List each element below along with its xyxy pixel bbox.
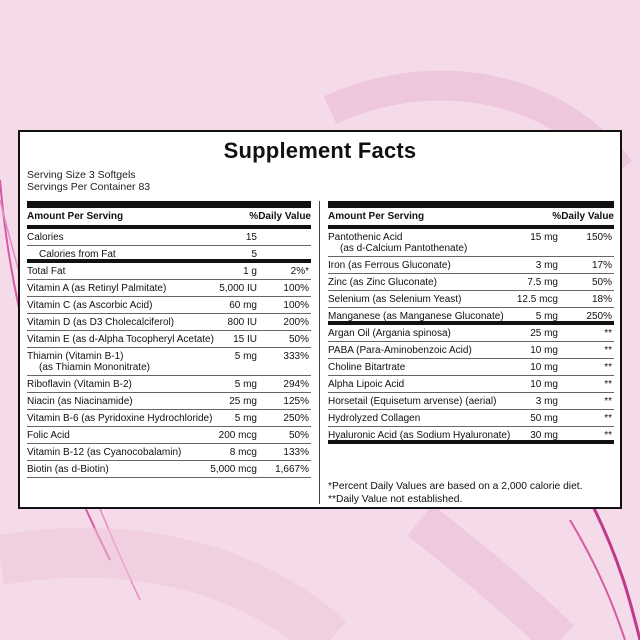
nutrient-name: Hydrolyzed Collagen	[328, 413, 421, 424]
nutrient-name: Thiamin (Vitamin B-1)	[27, 351, 124, 362]
nutrient-name: Vitamin E (as d-Alpha Tocopheryl Acetate)	[27, 334, 214, 345]
nutrient-amount: 25 mg	[530, 328, 558, 339]
nutrient-name: Niacin (as Niacinamide)	[27, 396, 133, 407]
nutrient-daily-value: **	[604, 362, 612, 373]
nutrient-name: Manganese (as Manganese Gluconate)	[328, 311, 504, 322]
nutrient-name: Calories	[27, 232, 64, 243]
nutrient-row	[328, 376, 614, 393]
nutrient-amount: 5 mg	[234, 351, 257, 362]
nutrient-amount: 15 IU	[233, 334, 257, 345]
nutrient-row	[27, 246, 311, 263]
nutrient-daily-value: 133%	[283, 447, 309, 458]
nutrient-name: Riboflavin (Vitamin B-2)	[27, 379, 132, 390]
left-column	[27, 201, 311, 478]
right-column	[328, 201, 614, 444]
nutrient-amount: 5 mg	[535, 311, 558, 322]
nutrient-daily-value: 150%	[586, 232, 612, 243]
nutrient-amount: 30 mg	[530, 430, 558, 441]
nutrient-name: Hyaluronic Acid (as Sodium Hyaluronate)	[328, 430, 511, 441]
nutrient-row	[328, 325, 614, 342]
nutrient-row	[328, 291, 614, 308]
nutrient-daily-value: **	[604, 396, 612, 407]
nutrient-row	[328, 229, 614, 257]
nutrient-amount: 25 mg	[229, 396, 257, 407]
nutrient-row	[27, 393, 311, 410]
nutrient-row	[27, 444, 311, 461]
nutrient-amount: 15	[245, 232, 257, 243]
nutrient-row	[27, 314, 311, 331]
nutrient-daily-value: **	[604, 345, 612, 356]
serving-size: Serving Size 3 Softgels	[27, 169, 136, 181]
nutrient-name: Pantothenic Acid	[328, 232, 403, 243]
nutrient-row	[328, 427, 614, 444]
nutrient-amount: 5 mg	[234, 379, 257, 390]
nutrient-amount: 7.5 mg	[527, 277, 558, 288]
nutrient-name: Biotin (as d-Biotin)	[27, 464, 109, 475]
nutrient-row	[27, 348, 311, 376]
nutrient-name: Alpha Lipoic Acid	[328, 379, 405, 390]
nutrient-name: Vitamin A (as Retinyl Palmitate)	[27, 283, 167, 294]
nutrient-daily-value: 250%	[586, 311, 612, 322]
nutrient-daily-value: 125%	[283, 396, 309, 407]
nutrient-name: Folic Acid	[27, 430, 70, 441]
nutrient-amount: 8 mcg	[229, 447, 257, 458]
nutrient-amount: 3 mg	[535, 396, 558, 407]
nutrient-daily-value: 100%	[283, 300, 309, 311]
footnote-dv-not-established: **Daily Value not established.	[328, 494, 463, 505]
nutrient-amount: 5	[251, 249, 257, 260]
nutrient-source: (as d-Calcium Pantothenate)	[340, 243, 468, 254]
nutrient-row	[328, 274, 614, 291]
nutrient-row	[328, 342, 614, 359]
nutrient-row	[328, 308, 614, 325]
nutrient-daily-value: 50%	[288, 430, 309, 441]
daily-value-header: %Daily Value	[249, 211, 311, 222]
nutrient-row	[328, 257, 614, 274]
nutrient-name: Selenium (as Selenium Yeast)	[328, 294, 462, 305]
nutrient-amount: 10 mg	[530, 345, 558, 356]
nutrient-amount: 800 IU	[227, 317, 257, 328]
nutrient-name: Vitamin C (as Ascorbic Acid)	[27, 300, 153, 311]
right-column-header	[328, 208, 614, 229]
nutrient-row	[27, 297, 311, 314]
nutrient-name: Horsetail (Equisetum arvense) (aerial)	[328, 396, 497, 407]
nutrient-amount: 1 g	[243, 266, 257, 277]
nutrient-row	[27, 427, 311, 444]
nutrient-daily-value: 333%	[283, 351, 309, 362]
nutrient-row	[27, 263, 311, 280]
nutrient-row	[27, 376, 311, 393]
nutrient-daily-value: 100%	[283, 283, 309, 294]
nutrient-row	[27, 461, 311, 478]
nutrient-row	[328, 410, 614, 427]
nutrient-daily-value: **	[604, 328, 612, 339]
nutrient-daily-value: **	[604, 430, 612, 441]
nutrient-amount: 10 mg	[530, 362, 558, 373]
nutrient-daily-value: 250%	[283, 413, 309, 424]
nutrient-source: (as Thiamin Mononitrate)	[39, 362, 150, 373]
nutrient-amount: 10 mg	[530, 379, 558, 390]
nutrient-name: Vitamin D (as D3 Cholecalciferol)	[27, 317, 175, 328]
nutrient-name: Vitamin B-6 (as Pyridoxine Hydrochloride)	[27, 413, 213, 424]
nutrient-name: Argan Oil (Argania spinosa)	[328, 328, 451, 339]
nutrient-amount: 5 mg	[234, 413, 257, 424]
nutrient-amount: 200 mcg	[218, 430, 257, 441]
nutrient-daily-value: 200%	[283, 317, 309, 328]
supplement-facts-panel	[18, 130, 622, 509]
panel-title: Supplement Facts	[223, 138, 417, 163]
nutrient-daily-value: 1,667%	[275, 464, 309, 475]
nutrient-row	[27, 280, 311, 297]
nutrient-amount: 5,000 IU	[219, 283, 257, 294]
nutrient-amount: 15 mg	[530, 232, 558, 243]
nutrient-amount: 50 mg	[530, 413, 558, 424]
nutrient-name: Iron (as Ferrous Gluconate)	[328, 260, 451, 271]
nutrient-row	[328, 359, 614, 376]
nutrient-name: Vitamin B-12 (as Cyanocobalamin)	[27, 447, 182, 458]
column-divider	[319, 201, 320, 504]
nutrient-daily-value: 17%	[591, 260, 612, 271]
nutrient-daily-value: **	[604, 413, 612, 424]
daily-value-header: %Daily Value	[552, 211, 614, 222]
nutrient-daily-value: 50%	[288, 334, 309, 345]
nutrient-row	[27, 229, 311, 246]
footnote-percent-dv: *Percent Daily Values are based on a 2,000 calorie diet.	[328, 481, 583, 492]
nutrient-daily-value: **	[604, 379, 612, 390]
nutrient-name: PABA (Para-Aminobenzoic Acid)	[328, 345, 472, 356]
nutrient-name: Choline Bitartrate	[328, 362, 406, 373]
nutrient-amount: 5,000 mcg	[210, 464, 257, 475]
amount-header: Amount Per Serving	[27, 211, 124, 222]
nutrient-amount: 60 mg	[229, 300, 257, 311]
nutrient-row	[27, 410, 311, 427]
nutrient-name: Total Fat	[27, 266, 66, 277]
nutrient-daily-value: 2%*	[290, 266, 309, 277]
nutrient-amount: 3 mg	[535, 260, 558, 271]
nutrient-amount: 12.5 mcg	[516, 294, 558, 305]
amount-header: Amount Per Serving	[328, 211, 425, 222]
nutrient-daily-value: 18%	[591, 294, 612, 305]
nutrient-row	[328, 393, 614, 410]
nutrient-daily-value: 50%	[591, 277, 612, 288]
nutrient-row	[27, 331, 311, 348]
nutrient-name: Zinc (as Zinc Gluconate)	[328, 277, 437, 288]
servings-per-container: Servings Per Container 83	[27, 181, 151, 193]
footnotes	[328, 480, 583, 506]
nutrient-name: Calories from Fat	[39, 249, 116, 260]
nutrient-daily-value: 294%	[283, 379, 309, 390]
left-column-header	[27, 208, 311, 229]
